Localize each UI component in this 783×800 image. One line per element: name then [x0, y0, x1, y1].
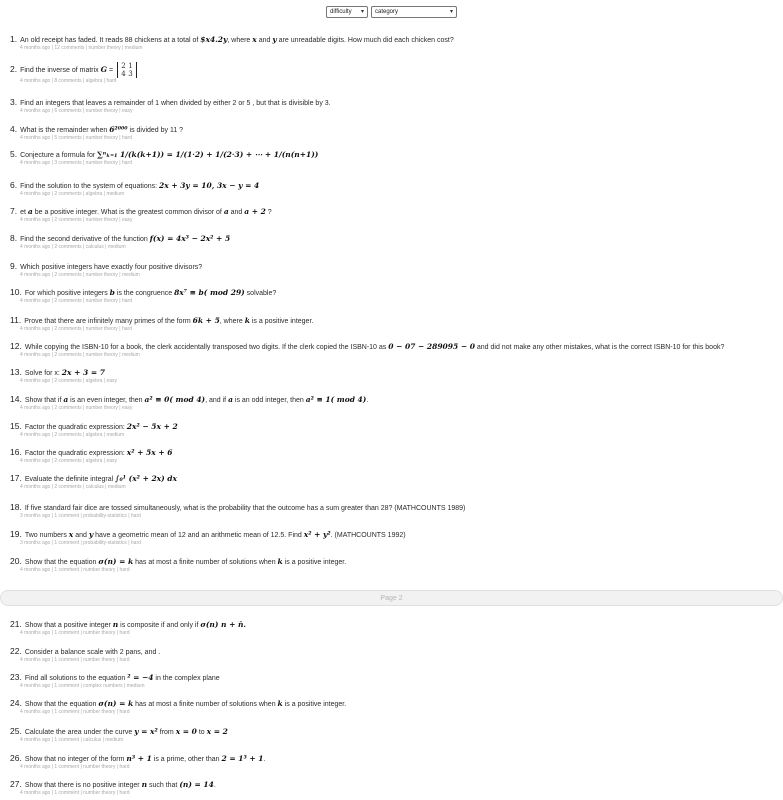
math-expression: n³ + 1	[126, 754, 152, 763]
problem-number: 19.	[10, 530, 22, 539]
problem-question[interactable]	[10, 474, 775, 484]
question-text: If five standard fair dice are tossed simultaneously, what is the probability that the outcome has a sum greater than 28? (MATHCOUNTS 1989)	[24, 505, 466, 512]
problem-question[interactable]	[10, 673, 775, 683]
problem-number: 5.	[10, 150, 18, 159]
math-expression: n	[141, 780, 148, 789]
question-text: is a positive integer.	[249, 318, 314, 325]
problem-number: 7.	[10, 207, 18, 216]
problem-question[interactable]	[10, 288, 775, 298]
math-expression: 2x² − 5x + 2	[126, 422, 178, 431]
problem-number: 24.	[10, 699, 22, 708]
question-text: and did not make any other mistakes, what is the correct ISBN-10 for this book?	[474, 344, 725, 351]
problem-number: 13.	[10, 368, 22, 377]
math-expression: 6²⁰⁰⁰	[109, 125, 128, 134]
question-text: , where	[219, 318, 245, 325]
problem-number: 2.	[10, 63, 18, 74]
question-text: in the complex plane	[153, 675, 220, 682]
problem-number: 4.	[10, 125, 18, 134]
question-text: , and if	[205, 397, 229, 404]
problem-number: 3.	[10, 98, 18, 107]
problem-question[interactable]	[10, 780, 775, 790]
matrix-expression: 2 1 4 3	[117, 62, 137, 78]
question-text: et	[20, 209, 28, 216]
category-select-value: category	[375, 9, 399, 15]
question-text: Factor the quadratic expression:	[24, 450, 127, 457]
problem-meta: 4 months ago | 2 comments | algebra | easy	[20, 378, 118, 384]
problem-meta: 4 months ago | 1 comment | number theory | hard	[20, 657, 130, 663]
problem-question[interactable]	[10, 422, 775, 432]
problem-meta: 4 months ago | 3 comments | number theory | hard	[20, 160, 133, 166]
math-expression: ∫₀¹ (x² + 2x) dx	[115, 474, 178, 483]
problem-meta: 4 months ago | 1 comment | number theory | hard	[20, 630, 130, 636]
problem-item	[10, 234, 775, 251]
question-text: Show that no integer of the form	[24, 756, 127, 763]
question-text: Consider a balance scale with 2 pans, and .	[24, 649, 161, 656]
math-expression: σ(n) = k	[98, 557, 134, 566]
problem-question[interactable]	[10, 62, 775, 78]
problem-meta: 4 months ago | 1 comment | number theory | hard	[20, 790, 130, 796]
problem-item	[10, 395, 775, 412]
math-expression: a	[223, 207, 229, 216]
question-text: is an even integer, then	[68, 397, 145, 404]
problem-meta: 4 months ago | 2 comments | number theory | medium	[20, 352, 140, 358]
problem-question[interactable]	[10, 368, 775, 378]
problem-question[interactable]	[10, 699, 775, 709]
math-expression: $x4.2y	[200, 35, 228, 44]
problem-number: 25.	[10, 727, 22, 736]
question-text: Factor the quadratic expression:	[24, 424, 127, 431]
problem-item	[10, 780, 775, 797]
question-text: and	[228, 209, 245, 216]
problem-meta: 4 months ago | 2 comments | calculus | medium	[20, 484, 126, 490]
problem-question[interactable]	[10, 342, 775, 352]
problem-number: 26.	[10, 754, 22, 763]
problem-question[interactable]	[10, 557, 775, 567]
math-expression: n	[112, 620, 119, 629]
problem-meta: 4 months ago | 5 comments | number theory | hard	[20, 135, 133, 141]
question-text: are unreadable digits. How much did each chicken cost?	[276, 37, 454, 44]
question-text: such that	[147, 782, 180, 789]
question-text: =	[107, 66, 116, 74]
problem-item	[10, 262, 775, 279]
question-text: Solve for x:	[24, 370, 62, 377]
question-text: Find the inverse of matrix	[20, 66, 101, 74]
problem-meta: 4 months ago | 12 comments | number theory | medium	[20, 45, 143, 51]
problem-number: 9.	[10, 262, 18, 271]
problem-meta: 4 months ago | 6 comments | number theory | easy	[20, 108, 133, 114]
problem-number: 23.	[10, 673, 22, 682]
question-text: Which positive integers have exactly four positive divisors?	[20, 264, 203, 271]
problem-question[interactable]	[10, 98, 775, 108]
problem-meta: 4 months ago | 1 comment | number theory | hard	[20, 709, 130, 715]
problem-meta: 4 months ago | 8 comments | algebra | hard	[20, 78, 117, 84]
question-text: .	[213, 782, 216, 789]
question-text: to	[196, 729, 207, 736]
problem-item	[10, 448, 775, 465]
math-expression: x	[252, 35, 257, 44]
math-expression: x² + 5x + 6	[126, 448, 173, 457]
problem-question[interactable]	[10, 448, 775, 458]
problem-meta: 4 months ago | 1 comment | number theory | hard	[20, 567, 130, 573]
problem-number: 20.	[10, 557, 22, 566]
question-text: has at most a finite number of solutions when	[133, 559, 278, 566]
difficulty-select[interactable]	[326, 6, 368, 18]
problem-item	[10, 342, 775, 359]
math-expression: a	[27, 207, 33, 216]
problem-question[interactable]	[10, 316, 775, 326]
math-expression: a + 2	[244, 207, 266, 216]
problem-question[interactable]	[10, 727, 775, 737]
problem-number: 8.	[10, 234, 18, 243]
problem-number: 14.	[10, 395, 22, 404]
question-text: is a prime, other than	[151, 756, 222, 763]
problem-item	[10, 150, 775, 167]
problem-number: 17.	[10, 474, 22, 483]
math-expression: a² ≡ 0( mod 4)	[144, 395, 206, 404]
question-text: While copying the ISBN-10 for a book, the clerk accidentally transposed two digits. If the clerk copied the ISBN-10 as	[24, 344, 389, 351]
math-expression: f(x) = 4x³ − 2x² + 5	[149, 234, 231, 243]
question-text: is a positive integer.	[282, 559, 347, 566]
problem-number: 15.	[10, 422, 22, 431]
problem-meta: 4 months ago | 2 comments | number theory | easy	[20, 405, 133, 411]
question-text: , where	[227, 37, 253, 44]
math-expression: 6k + 5	[192, 316, 220, 325]
math-expression: 2 = 1³ + 1	[221, 754, 264, 763]
problem-meta: 4 months ago | 2 comments | algebra | easy	[20, 458, 118, 464]
problem-number: 10.	[10, 288, 22, 297]
problem-number: 22.	[10, 647, 22, 656]
question-text: Find all solutions to the equation	[24, 675, 128, 682]
question-text: An old receipt has faded. It reads 88 chickens at a total of	[20, 37, 201, 44]
problem-item	[10, 727, 775, 744]
problem-meta: 4 months ago | 2 comments | algebra | medium	[20, 432, 125, 438]
problem-question[interactable]	[10, 647, 775, 657]
question-text: Show that the equation	[24, 559, 99, 566]
question-text: Calculate the area under the curve	[24, 729, 135, 736]
question-text: has at most a finite number of solutions when	[133, 701, 278, 708]
question-text: Show that there is no positive integer	[24, 782, 142, 789]
problem-question[interactable]	[10, 530, 775, 540]
problem-item	[10, 62, 775, 85]
math-expression: y = x²	[134, 727, 158, 736]
question-text: and	[73, 532, 89, 539]
problem-meta: 3 months ago | 1 comment | probability-statistics | hard	[20, 540, 141, 546]
page-separator	[0, 590, 783, 606]
problem-meta: 4 months ago | 2 comments | number theory | hard	[20, 298, 133, 304]
problem-meta: 4 months ago | 2 comments | algebra | medium	[20, 191, 125, 197]
problem-item	[10, 754, 775, 771]
question-text: Show that a positive integer	[24, 622, 113, 629]
question-text: Conjecture a formula for	[20, 152, 98, 159]
math-expression: k	[277, 699, 283, 708]
math-expression: y	[88, 530, 94, 539]
problem-item	[10, 673, 775, 690]
problem-question[interactable]	[10, 35, 775, 45]
problem-meta: 4 months ago | 2 comments | number theory | easy	[20, 217, 133, 223]
math-expression: a	[63, 395, 69, 404]
problem-meta: 4 months ago | 1 comment | number theory | hard	[20, 764, 130, 770]
math-expression: a² ≡ 1( mod 4)	[305, 395, 367, 404]
question-text: is the congruence	[114, 290, 175, 297]
math-expression: ∑ⁿₖ₌₁ 1/(k(k+1)) = 1/(1·2) + 1/(2·3) + ⋯ + 1/(n(n+1))	[97, 150, 319, 159]
question-text: is divided by 11 ?	[127, 127, 184, 134]
problem-item	[10, 181, 775, 198]
problem-number: 21.	[10, 620, 22, 629]
problem-item	[10, 98, 775, 115]
problem-meta: 4 months ago | 2 comments | number theory | hard	[20, 326, 133, 332]
problem-item	[10, 288, 775, 305]
chevron-down-icon: ▾	[449, 9, 453, 15]
problem-number: 6.	[10, 181, 18, 190]
question-text: .	[366, 397, 369, 404]
question-text: ?	[265, 209, 272, 216]
math-expression: x = 0	[175, 727, 197, 736]
math-expression: G	[100, 64, 108, 74]
question-text: Find the second derivative of the function	[20, 236, 150, 243]
question-text: Show that if	[24, 397, 64, 404]
problem-item	[10, 620, 775, 637]
question-text: Two numbers	[24, 532, 69, 539]
math-expression: σ(n) = k	[98, 699, 134, 708]
math-expression: 8x⁷ ≡ b( mod 29)	[174, 288, 245, 297]
question-text: Find the solution to the system of equations:	[20, 183, 160, 190]
problem-question[interactable]	[10, 395, 775, 405]
chevron-down-icon: ▾	[360, 9, 364, 15]
problem-question[interactable]	[10, 234, 775, 244]
problem-item	[10, 125, 775, 142]
problem-meta: 4 months ago | 2 comments | number theory | medium	[20, 272, 140, 278]
problem-item	[10, 647, 775, 664]
problem-item	[10, 35, 775, 52]
math-expression: 2x + 3y = 10, 3x − y = 4	[159, 181, 260, 190]
math-expression: (n) = 14	[179, 780, 214, 789]
question-text: and	[256, 37, 273, 44]
question-text: For which positive integers	[24, 290, 110, 297]
problem-item	[10, 316, 775, 333]
question-text: have a geometric mean of 12 and an arithmetic mean of 12.5. Find	[93, 532, 304, 539]
problem-item	[10, 207, 775, 224]
math-expression: k	[277, 557, 283, 566]
problem-number: 16.	[10, 448, 22, 457]
problem-question[interactable]	[10, 620, 775, 630]
math-expression: y	[272, 35, 277, 44]
problem-meta: 4 months ago | 2 comments | calculus | medium	[20, 244, 126, 250]
problem-item	[10, 699, 775, 716]
problem-number: 18.	[10, 503, 22, 512]
question-text: is composite if and only if	[118, 622, 201, 629]
problem-question[interactable]	[10, 754, 775, 764]
problem-item	[10, 530, 775, 547]
problem-item	[10, 503, 775, 520]
math-expression: x² + y²	[303, 530, 331, 539]
problem-question[interactable]	[10, 207, 775, 217]
problem-meta: 3 months ago | 1 comment | probability-statistics | hard	[20, 513, 141, 519]
problem-number: 1.	[10, 35, 18, 44]
problem-number: 12.	[10, 342, 22, 351]
math-expression: x = 2	[206, 727, 228, 736]
question-text: Find an integers that leaves a remainder of 1 when divided by either 2 or 5 , but that is divisible by 3.	[20, 100, 331, 107]
problem-item	[10, 557, 775, 574]
problem-question[interactable]	[10, 262, 775, 272]
math-expression: 2x + 3 = 7	[61, 368, 105, 377]
question-text: Prove that there are infinitely many primes of the form	[24, 318, 193, 325]
problem-question[interactable]	[10, 503, 775, 513]
math-expression: σ(n) n + n̄.	[200, 620, 247, 629]
problem-question[interactable]	[10, 150, 775, 160]
problem-item	[10, 368, 775, 385]
problem-item	[10, 474, 775, 491]
problem-question[interactable]	[10, 181, 775, 191]
problem-meta: 4 months ago | 1 comment | calculus | medium	[20, 737, 124, 743]
question-text: What is the remainder when	[20, 127, 110, 134]
question-text: is an odd integer, then	[232, 397, 306, 404]
math-expression: a	[228, 395, 233, 404]
question-text: solvable?	[244, 290, 277, 297]
problem-question[interactable]	[10, 125, 775, 135]
question-text: Show that the equation	[24, 701, 99, 708]
difficulty-select-value: difficulty	[330, 9, 352, 15]
question-text: . (MATHCOUNTS 1992)	[330, 532, 406, 539]
math-expression: b	[109, 288, 115, 297]
question-text: Evaluate the definite integral	[24, 476, 116, 483]
question-text: from	[157, 729, 176, 736]
math-expression: ² = −4	[127, 673, 154, 682]
question-text: .	[263, 756, 266, 763]
problem-number: 11.	[10, 316, 22, 325]
question-text: is a positive integer.	[282, 701, 347, 708]
problem-meta: 4 months ago | 1 comment | complex numbers | medium	[20, 683, 145, 689]
question-text: be a positive integer. What is the greatest common divisor of	[32, 209, 224, 216]
page-separator-label: Page 2	[380, 595, 403, 602]
math-expression: 0 − 07 − 289095 − 0	[388, 342, 475, 351]
filter-bar	[0, 6, 783, 20]
category-select[interactable]	[371, 6, 457, 18]
problem-number: 27.	[10, 780, 22, 789]
math-expression: k	[244, 316, 250, 325]
problem-item	[10, 422, 775, 439]
math-expression: x	[68, 530, 74, 539]
